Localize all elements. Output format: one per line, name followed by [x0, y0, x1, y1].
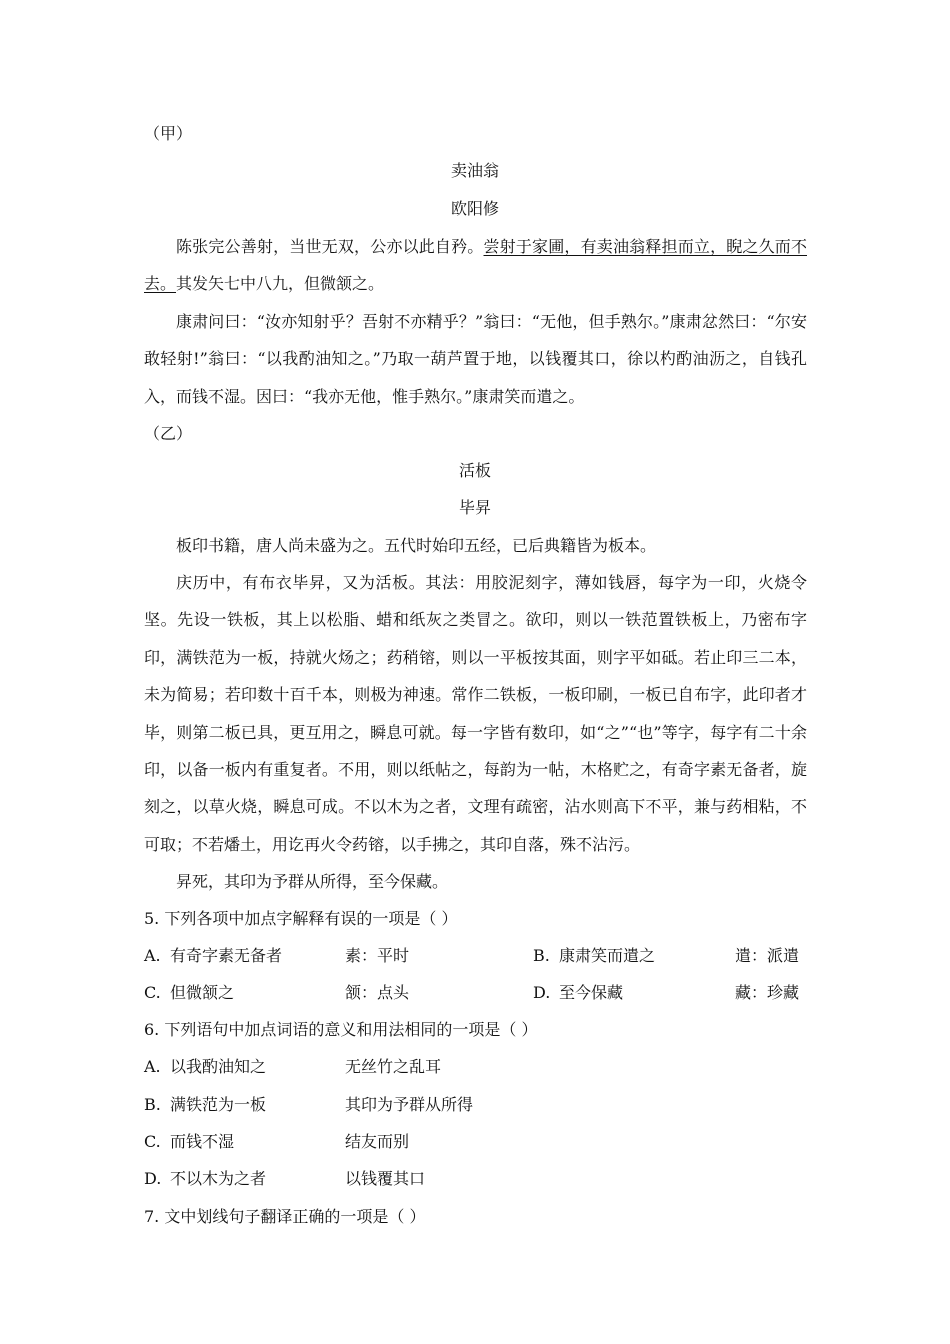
passage-a-underlined-sentence: 尝射于家圃，有卖油翁释担而立，睨之久而不去。	[144, 237, 807, 294]
passage-a-p1-pre: 陈张完公善射，当世无双，公亦以此自矜。	[176, 237, 484, 256]
passage-a-paragraph-2: 康肃问曰：“汝亦知射乎？吾射不亦精乎？”翁曰：“无他，但手熟尔。”康肃忿然曰：“尔安敢轻射!”翁曰：“以我酌油知之。”乃取一葫芦置于地，以钱覆其口，徐以杓酌油沥之，自钱孔入，而钱不湿。因曰：“我亦无他，惟手熟尔。”康肃笑而遣之。	[144, 312, 807, 406]
passage-b-paragraph-2: 庆历中，有布衣毕昇，又为活板。其法：用胶泥刻字，薄如钱唇，每字为一印，火烧令坚。先设一铁板，其上以松脂、蜡和纸灰之类冒之。欲印，则以一铁范置铁板上，乃密布字印，满铁范为一板，持就火炀之；药稍镕，则以一平板按其面，则字平如砥。若止印三二本，未为简易；若印数十百千本，则极为神速。常作二铁板，一板印刷，一板已自布字，此印者才毕，则第二板已具，更互用之，瞬息可就。每一字皆有数印，如“之”“也”等字，每字有二十余印，以备一板内有重复者。不用，则以纸帖之，每韵为一帖，木格贮之，有奇字素无备者，旋刻之，以草火烧，瞬息可成。不以木为之者，文理有疏密，沾水则高下不平，兼与药相粘，不可取；不若燔土，用讫再火令药镕，以手拂之，其印自落，殊不沾污。	[144, 573, 807, 854]
question-5-stem: 5. 下列各项中加点字解释有误的一项是（ ）	[144, 909, 458, 928]
q5-option-a-text: 有奇字素无备者	[170, 946, 283, 965]
passage-a-paragraph-1	[144, 228, 807, 303]
q6-option-c-label: C.	[144, 1132, 161, 1151]
passage-b-paragraph-1: 板印书籍，唐人尚未盛为之。五代时始印五经，已后典籍皆为板本。	[176, 536, 657, 555]
q5-option-b-label: B.	[533, 946, 550, 965]
q6-option-d-label: D.	[144, 1169, 162, 1188]
passage-b-author: 毕昇	[458, 498, 491, 517]
q5-option-d-text: 至今保藏	[559, 983, 624, 1002]
q6-option-b-label: B.	[144, 1095, 161, 1114]
q5-option-a-gloss: 素：平时	[345, 946, 410, 965]
q6-option-d-pair: 以钱覆其口	[345, 1169, 426, 1188]
q5-option-d-gloss: 藏：珍藏	[735, 983, 800, 1002]
q5-option-b-gloss: 遣：派遣	[735, 946, 800, 965]
q5-option-c-gloss: 颔：点头	[345, 983, 410, 1002]
passage-a-p1-post: 其发矢七中八九，但微颔之。	[176, 274, 385, 294]
q5-option-a-label: A.	[144, 946, 161, 965]
passage-a-label: （甲）	[144, 124, 193, 143]
passage-a-title: 卖油翁	[450, 161, 499, 180]
q5-option-b-text: 康肃笑而遣之	[559, 946, 656, 965]
passage-b-label: （乙）	[144, 424, 193, 443]
passage-b-title: 活板	[458, 461, 491, 480]
q6-option-b-text: 满铁范为一板	[170, 1095, 267, 1114]
q6-option-c-pair: 结友而别	[345, 1132, 410, 1151]
q6-option-a-pair: 无丝竹之乱耳	[345, 1057, 442, 1076]
q6-option-a-text: 以我酌油知之	[170, 1057, 267, 1076]
question-6-stem: 6. 下列语句中加点词语的意义和用法相同的一项是（ ）	[144, 1020, 538, 1039]
passage-a-author: 欧阳修	[450, 199, 499, 218]
q6-option-a-label: A.	[144, 1057, 161, 1076]
passage-b-paragraph-3: 昇死，其印为予群从所得，至今保藏。	[176, 872, 449, 891]
q6-option-b-pair: 其印为予群从所得	[345, 1095, 474, 1114]
q6-option-c-text: 而钱不湿	[170, 1132, 235, 1151]
q5-option-c-label: C.	[144, 983, 161, 1002]
question-7-stem: 7. 文中划线句子翻译正确的一项是（ ）	[144, 1207, 426, 1226]
q6-option-d-text: 不以木为之者	[170, 1169, 267, 1188]
q5-option-d-label: D.	[533, 983, 551, 1002]
q5-option-c-text: 但微颔之	[170, 983, 235, 1002]
